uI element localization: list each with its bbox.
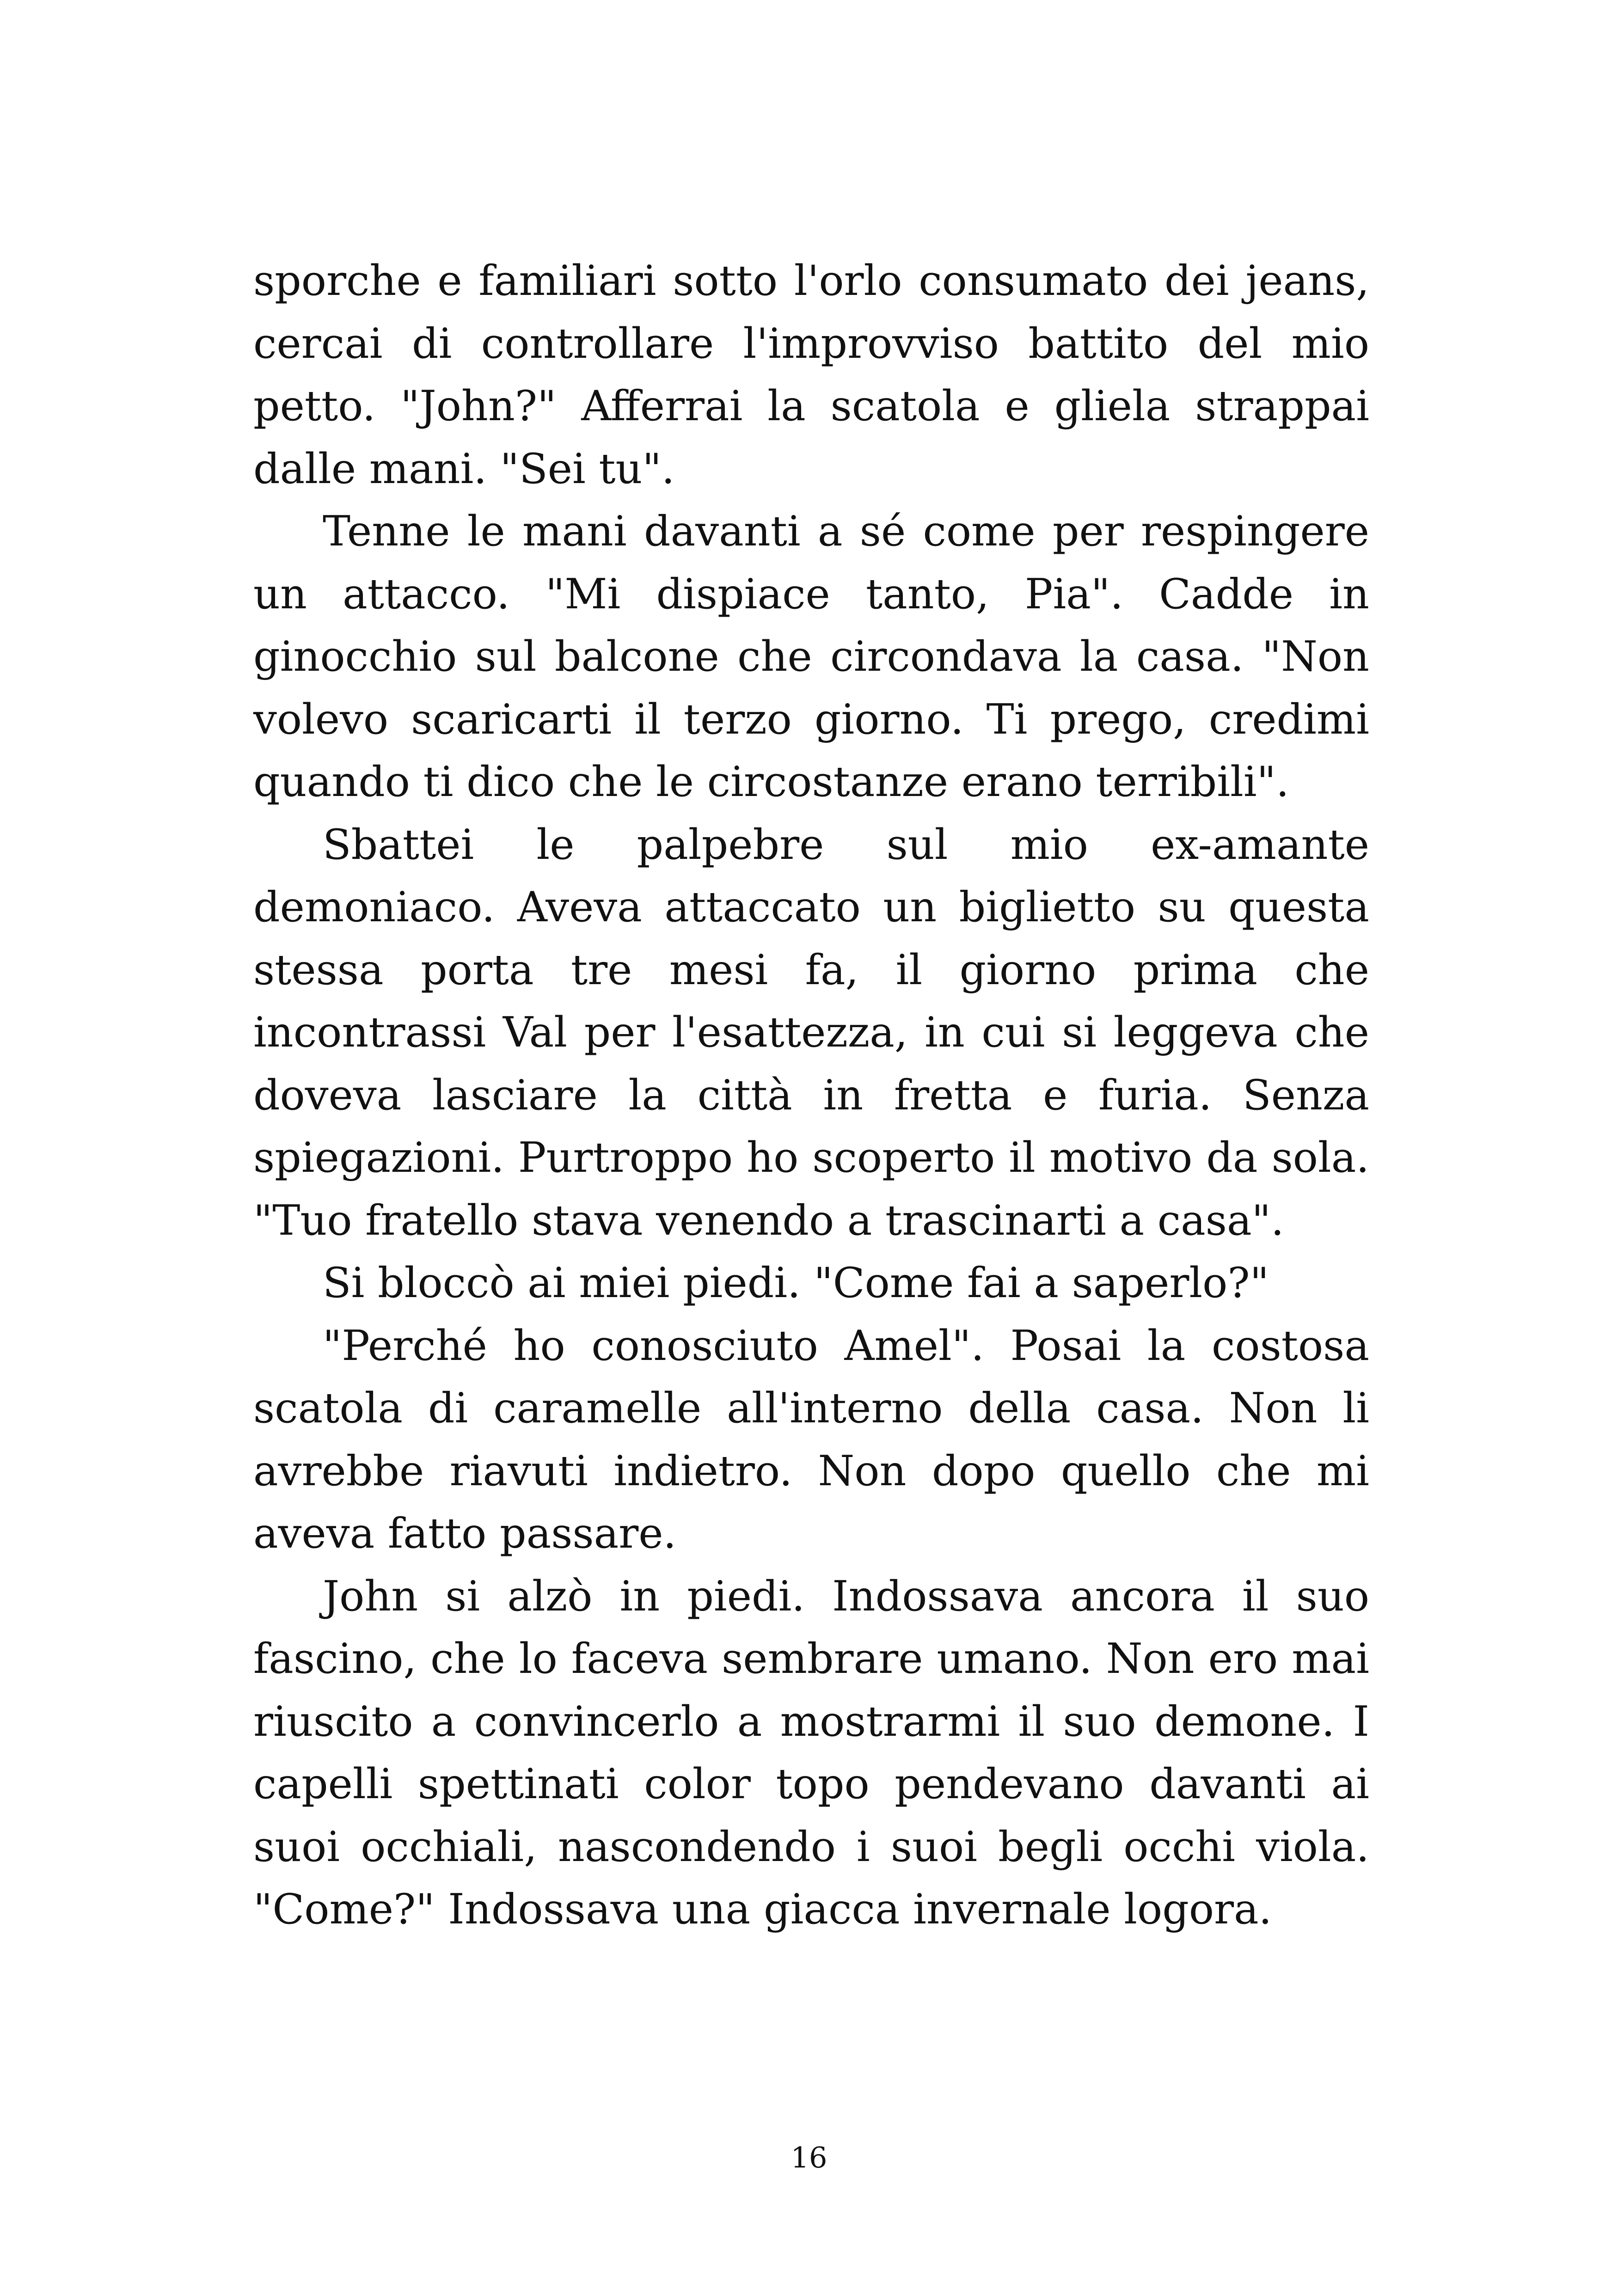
body-text bbox=[253, 250, 1369, 1941]
paragraph: sporche e familiari sotto l'orlo consumato dei jeans, cercai di controllare l'improvviso battito del mio petto. "John?" Afferrai la scatola e gliela strappai dalle mani. "Sei tu". bbox=[253, 257, 1369, 493]
paragraph: John si alzò in piedi. Indossava ancora il suo fascino, che lo faceva sembrare umano. Non ero mai riuscito a convincerlo a mostrarmi il suo demone. I capelli spettinati color topo pendevano davanti ai suoi occhiali, nascondendo i suoi begli occhi viola. "Come?" Indossava una giacca invernale logora. bbox=[253, 1572, 1369, 1934]
page-number: 16 bbox=[791, 2141, 827, 2174]
paragraph: "Perché ho conosciuto Amel". Posai la costosa scatola di caramelle all'interno della casa. Non li avrebbe riavuti indietro. Non dopo quello che mi aveva fatto passare. bbox=[253, 1321, 1369, 1558]
paragraph: Sbattei le palpebre sul mio ex-amante demoniaco. Aveva attaccato un biglietto su questa stessa porta tre mesi fa, il giorno prima che incontrassi Val per l'esattezza, in cui si leggeva che doveva lasciare la città in fretta e furia. Senza spiegazioni. Purtroppo ho scoperto il motivo da sola. "Tuo fratello stava venendo a trascinarti a casa". bbox=[253, 820, 1369, 1245]
paragraph: Si bloccò ai miei piedi. "Come fai a saperlo?" bbox=[323, 1259, 1269, 1307]
paragraph: Tenne le mani davanti a sé come per respingere un attacco. "Mi dispiace tanto, Pia". Cadde in ginocchio sul balcone che circondava la casa. "Non volevo scaricarti il terzo giorno. Ti prego, credimi quando ti dico che le circostanze erano terribili". bbox=[253, 507, 1369, 806]
